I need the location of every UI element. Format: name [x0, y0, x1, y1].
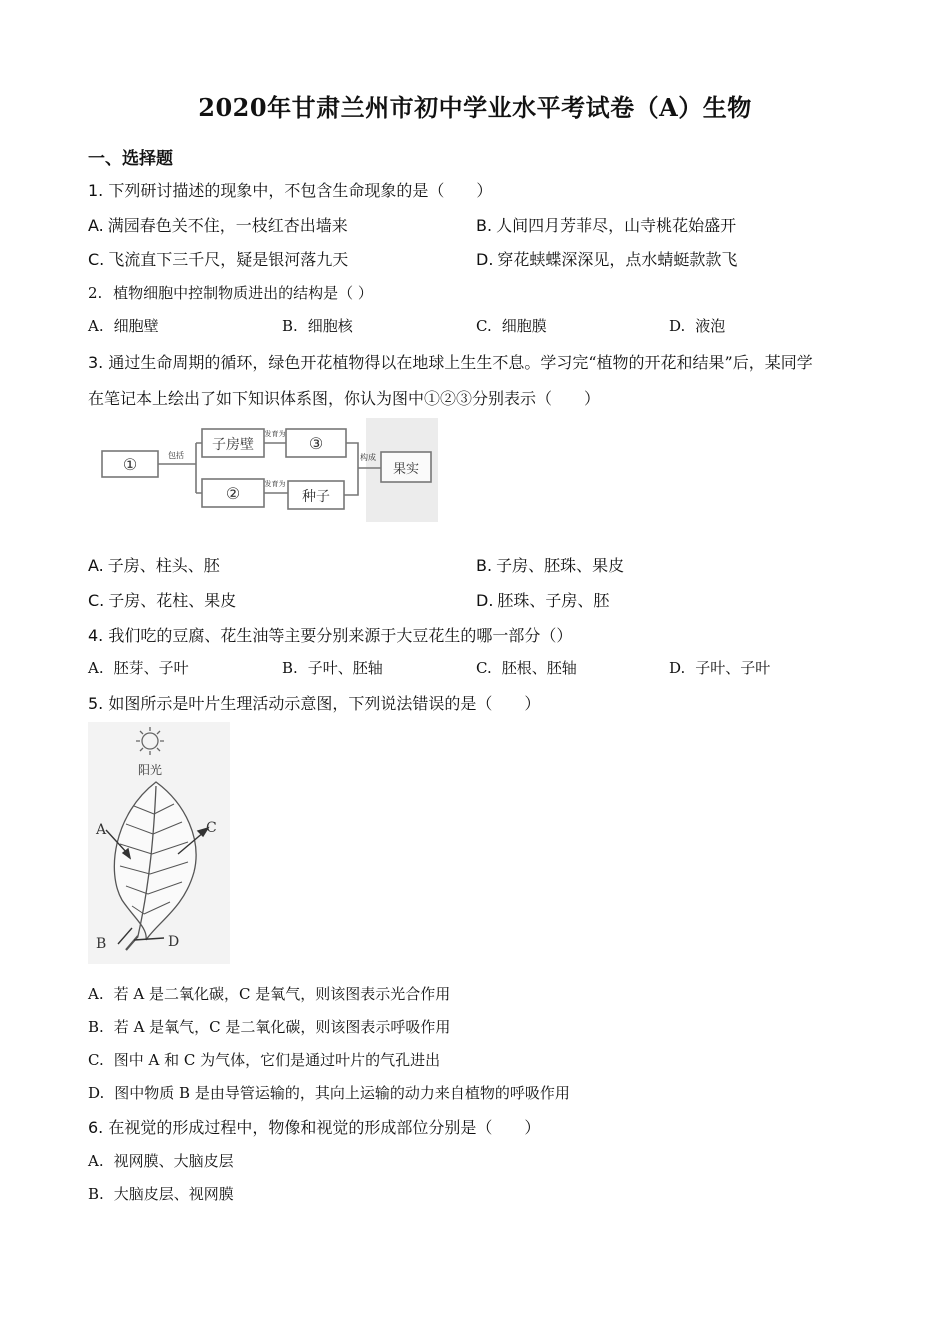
question-number: 1. [88, 181, 104, 200]
question-number: 5. [88, 694, 104, 713]
question-text: 我们吃的豆腐、花生油等主要分别来源于大豆花生的哪一部分（） [108, 626, 573, 645]
box-3-label: ③ [308, 434, 324, 453]
q3-option-b[interactable]: B. 子房、胚珠、果皮 [476, 556, 625, 575]
box-seed-label: 种子 [302, 489, 330, 505]
question-number: 2. [88, 284, 103, 302]
q3-option-d[interactable]: D. 胚珠、子房、胚 [476, 591, 610, 610]
q2-option-c[interactable]: C. 细胞膜 [476, 317, 547, 335]
q4-option-a[interactable]: A. 胚芽、子叶 [88, 659, 189, 677]
question-2-stem [88, 282, 373, 303]
label-b: B [96, 936, 107, 952]
box-fruit-label: 果实 [392, 462, 420, 477]
q4-option-b[interactable]: B. 子叶、胚轴 [282, 659, 383, 677]
box-ovary-wall-label: 子房壁 [212, 437, 254, 453]
question-number: 6. [88, 1118, 104, 1137]
question-text: 植物细胞中控制物质进出的结构是（ ） [113, 284, 373, 302]
question-text: 如图所示是叶片生理活动示意图，下列说法错误的是（ ） [108, 694, 541, 713]
question-3-stem-line1 [88, 350, 813, 373]
question-text: 在视觉的形成过程中，物像和视觉的形成部位分别是（ ） [108, 1118, 541, 1137]
q6-option-b[interactable]: B. 大脑皮层、视网膜 [88, 1185, 234, 1203]
flower-fruit-diagram [96, 418, 438, 522]
q3-option-c[interactable]: C. 子房、花柱、果皮 [88, 591, 237, 610]
page-title: 2020年甘肃兰州市初中学业水平考试卷（A）生物 [198, 93, 752, 122]
box-2-label: ② [225, 484, 241, 503]
question-number: 4. [88, 626, 104, 645]
question-6-stem [88, 1115, 540, 1138]
q2-option-a[interactable]: A. 细胞壁 [88, 317, 159, 335]
section-heading: 一、选择题 [88, 149, 173, 169]
q5-option-b[interactable]: B. 若 A 是氧气，C 是二氧化碳，则该图表示呼吸作用 [88, 1018, 451, 1036]
question-5-stem [88, 691, 540, 714]
question-number: 3. [88, 353, 104, 372]
question-3-stem-line2: 在笔记本上绘出了如下知识体系图，你认为图中①②③分别表示（ ） [88, 389, 601, 408]
label-c: C [206, 820, 217, 836]
q2-option-d[interactable]: D. 液泡 [669, 317, 726, 335]
q1-option-c[interactable]: C. 飞流直下三千尺，疑是银河落九天 [88, 250, 349, 269]
q5-option-a[interactable]: A. 若 A 是二氧化碳，C 是氧气，则该图表示光合作用 [88, 985, 451, 1003]
label-include: 包括 [168, 451, 184, 460]
q5-option-d[interactable]: D. 图中物质 B 是由导管运输的，其向上运输的动力来自植物的呼吸作用 [88, 1084, 570, 1102]
question-4-stem [88, 623, 572, 646]
q2-option-b[interactable]: B. 细胞核 [282, 317, 353, 335]
label-develop-1: 发育为 [264, 430, 286, 438]
box-1-label: ① [122, 455, 138, 474]
question-text: 下列研讨描述的现象中，不包含生命现象的是（ ） [108, 181, 493, 200]
leaf-figure [88, 722, 230, 964]
q4-option-c[interactable]: C. 胚根、胚轴 [476, 659, 577, 677]
q1-option-a[interactable]: A. 满园春色关不住，一枝红杏出墙来 [88, 216, 348, 235]
q3-option-a[interactable]: A. 子房、柱头、胚 [88, 556, 220, 575]
q1-option-d[interactable]: D. 穿花蛱蝶深深见，点水蜻蜓款款飞 [476, 250, 738, 269]
q1-option-b[interactable]: B. 人间四月芳菲尽，山寺桃花始盛开 [476, 216, 737, 235]
label-a: A [96, 822, 107, 838]
q6-option-a[interactable]: A. 视网膜、大脑皮层 [88, 1152, 234, 1170]
label-d: D [168, 934, 180, 950]
question-1-stem [88, 178, 492, 201]
sun-label: 阳光 [137, 763, 163, 777]
label-develop-2: 发育为 [264, 480, 286, 488]
q4-option-d[interactable]: D. 子叶、子叶 [669, 659, 771, 677]
label-compose: 构成 [360, 453, 376, 462]
q5-option-c[interactable]: C. 图中 A 和 C 为气体，它们是通过叶片的气孔进出 [88, 1051, 441, 1069]
question-text: 通过生命周期的循环，绿色开花植物得以在地球上生生不息。学习完“植物的开花和结果”后，某同学 [108, 353, 813, 372]
